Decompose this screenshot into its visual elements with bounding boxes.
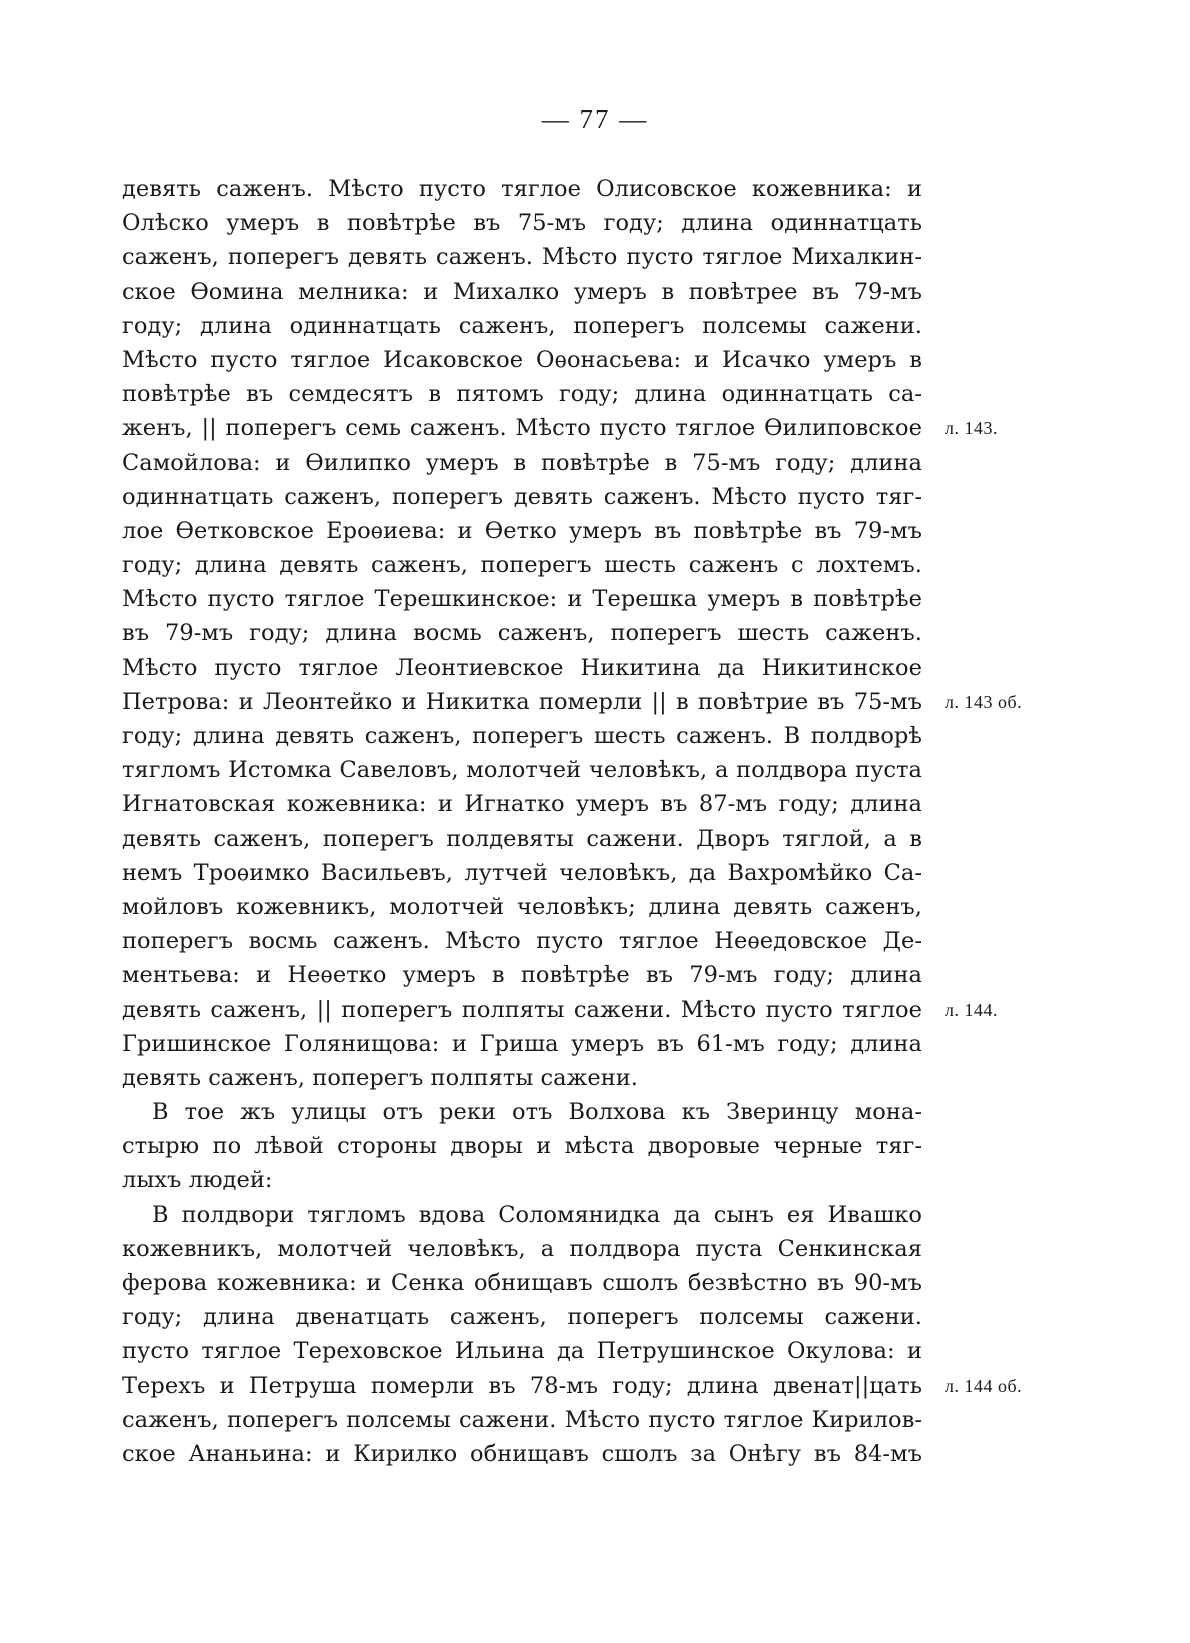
line-text: девять саженъ, || поперегъ полпяты сажени. Мѣсто пусто тяглое: [122, 996, 922, 1023]
line-text: въ 79-мъ году; длина восмь саженъ, поперегъ шесть саженъ.: [122, 620, 922, 647]
text-line: [122, 582, 922, 616]
line-text: году; длина двенатцать саженъ, поперегъ полсемы сажени.: [122, 1304, 922, 1331]
line-text: саженъ, поперегъ девять саженъ. Мѣсто пусто тяглое Михалкин-: [122, 244, 922, 271]
line-text: ферова кожевника: и Сенка обнищавъ сшолъ безвѣстно въ 90-мъ: [122, 1270, 922, 1296]
text-line: [122, 993, 998, 1027]
text-line: [122, 240, 922, 274]
line-text: женъ, || поперегъ семь саженъ. Мѣсто пусто тяглое Ѳилиповское: [122, 415, 922, 442]
text-line: [122, 172, 922, 206]
text-line: [122, 856, 922, 890]
line-text: мойловъ кожевникъ, молотчей человѣкъ; длина девять саженъ,: [122, 893, 922, 920]
text-line: [122, 1061, 922, 1095]
text-line: [122, 890, 922, 924]
line-text: девять саженъ, поперегъ полпяты сажени.: [122, 1064, 639, 1091]
line-text: Самойлова: и Ѳилипко умеръ в повѣтрѣе в 75-мъ году; длина: [122, 449, 922, 476]
text-line: [122, 514, 922, 548]
line-text: девять саженъ. Мѣсто пусто тяглое Олисовское кожевника: и: [122, 176, 922, 202]
text-line: [122, 651, 922, 685]
margin-folio-note: л. 143 об.: [945, 691, 1023, 712]
line-text: ское Ананьина: и Кирилко обнищавъ сшолъ за Онѣгу въ 84-мъ: [122, 1440, 922, 1467]
text-line: [122, 1266, 922, 1300]
line-text: Мѣсто пусто тяглое Терешкинское: и Терешка умеръ в повѣтрѣе: [122, 586, 922, 613]
text-line: [122, 1129, 922, 1163]
text-line: [122, 1403, 922, 1437]
line-text: Терехъ и Петруша померли въ 78-мъ году; длина двенат||цать: [122, 1372, 922, 1399]
line-text: девять саженъ, поперегъ полдевяты сажени. Дворъ тяглой, а в: [122, 825, 922, 852]
text-line: [122, 1437, 922, 1471]
text-line: [122, 343, 922, 377]
text-line: [122, 787, 922, 821]
line-text: В полдвори тягломъ вдова Соломянидка да сынъ ея Ивашко: [152, 1201, 922, 1228]
text-line: [122, 685, 1023, 719]
line-text: тягломъ Истомка Савеловъ, молотчей человѣкъ, а полдвора пуста: [122, 757, 922, 784]
text-line: [122, 1232, 922, 1266]
text-line: [122, 616, 922, 650]
text-line: [122, 1334, 922, 1368]
line-text: кожевникъ, молотчей человѣкъ, а полдвора пуста Сенкинская: [122, 1235, 922, 1262]
text-line: [122, 1300, 922, 1334]
line-text: одиннатцать саженъ, поперегъ девять саженъ. Мѣсто пусто тяг-: [122, 483, 922, 510]
text-line: [122, 719, 922, 753]
text-line: [122, 480, 922, 514]
line-text: немъ Троѳимко Васильевъ, лутчей человѣкъ, да Вахромѣйко Са-: [122, 859, 922, 886]
text-line: [122, 958, 922, 992]
text-line: [122, 446, 922, 480]
text-line: [122, 309, 922, 343]
text-line: [122, 1369, 1023, 1403]
line-text: Гришинское Голянищова: и Гриша умеръ въ 61-мъ году; длина: [122, 1030, 922, 1057]
page-number: — 77 —: [541, 104, 649, 134]
line-text: В тое жъ улицы отъ реки отъ Волхова къ Зверинцу мона-: [152, 1099, 922, 1126]
text-line: [122, 206, 922, 240]
text-line: [122, 411, 998, 445]
text-line: [122, 753, 922, 787]
line-text: повѣтрѣе въ семдесятъ в пятомъ году; длина одиннатцать са-: [122, 381, 922, 408]
line-text: саженъ, поперегъ полсемы сажени. Мѣсто пусто тяглое Кирилов-: [122, 1406, 922, 1433]
line-text: Мѣсто пусто тяглое Леонтиевское Никитина да Никитинское: [122, 654, 922, 681]
line-text: поперегъ восмь саженъ. Мѣсто пусто тяглое Неѳедовское Де-: [122, 928, 922, 955]
line-text: лое Ѳетковское Ероѳиева: и Ѳетко умеръ въ повѣтрѣе въ 79-мъ: [122, 517, 922, 544]
line-text: пусто тяглое Тереховское Ильина да Петрушинское Окулова: и: [122, 1338, 922, 1365]
line-text: Олѣско умеръ в повѣтрѣе въ 75-мъ году; длина одиннатцать: [122, 210, 922, 237]
text-line: [122, 275, 922, 309]
body-text: [122, 172, 1023, 1471]
text-line: [122, 1027, 922, 1061]
margin-folio-note: л. 144.: [945, 999, 998, 1020]
margin-folio-note: л. 143.: [945, 418, 998, 439]
line-text: ское Ѳомина мелника: и Михалко умеръ в повѣтрее въ 79-мъ: [122, 278, 922, 305]
line-text: Игнатовская кожевника: и Игнатко умеръ въ 87-мъ году; длина: [122, 791, 922, 818]
text-line: [122, 1163, 922, 1197]
text-line: [122, 822, 922, 856]
text-line: [122, 1095, 922, 1129]
line-text: лыхъ людей:: [122, 1167, 273, 1194]
text-line: [122, 377, 922, 411]
text-line: [122, 548, 922, 582]
text-line: [122, 1198, 922, 1232]
line-text: году; длина девять саженъ, поперегъ шесть саженъ с лохтемъ.: [122, 552, 922, 579]
line-text: ментьева: и Неѳетко умеръ в повѣтрѣе въ 79-мъ году; длина: [122, 962, 922, 989]
text-line: [122, 924, 922, 958]
line-text: Мѣсто пусто тяглое Исаковское Оѳонасьева: и Исачко умеръ в: [122, 346, 922, 373]
line-text: Петрова: и Леонтейко и Никитка померли || в повѣтрие въ 75-мъ: [122, 688, 922, 715]
line-text: стырю по лѣвой стороны дворы и мѣста дворовые черные тяг-: [122, 1133, 922, 1160]
margin-folio-note: л. 144 об.: [945, 1375, 1023, 1396]
line-text: году; длина одиннатцать саженъ, поперегъ полсемы сажени.: [122, 312, 922, 339]
line-text: году; длина девять саженъ, поперегъ шесть саженъ. В полдворѣ: [122, 723, 922, 749]
